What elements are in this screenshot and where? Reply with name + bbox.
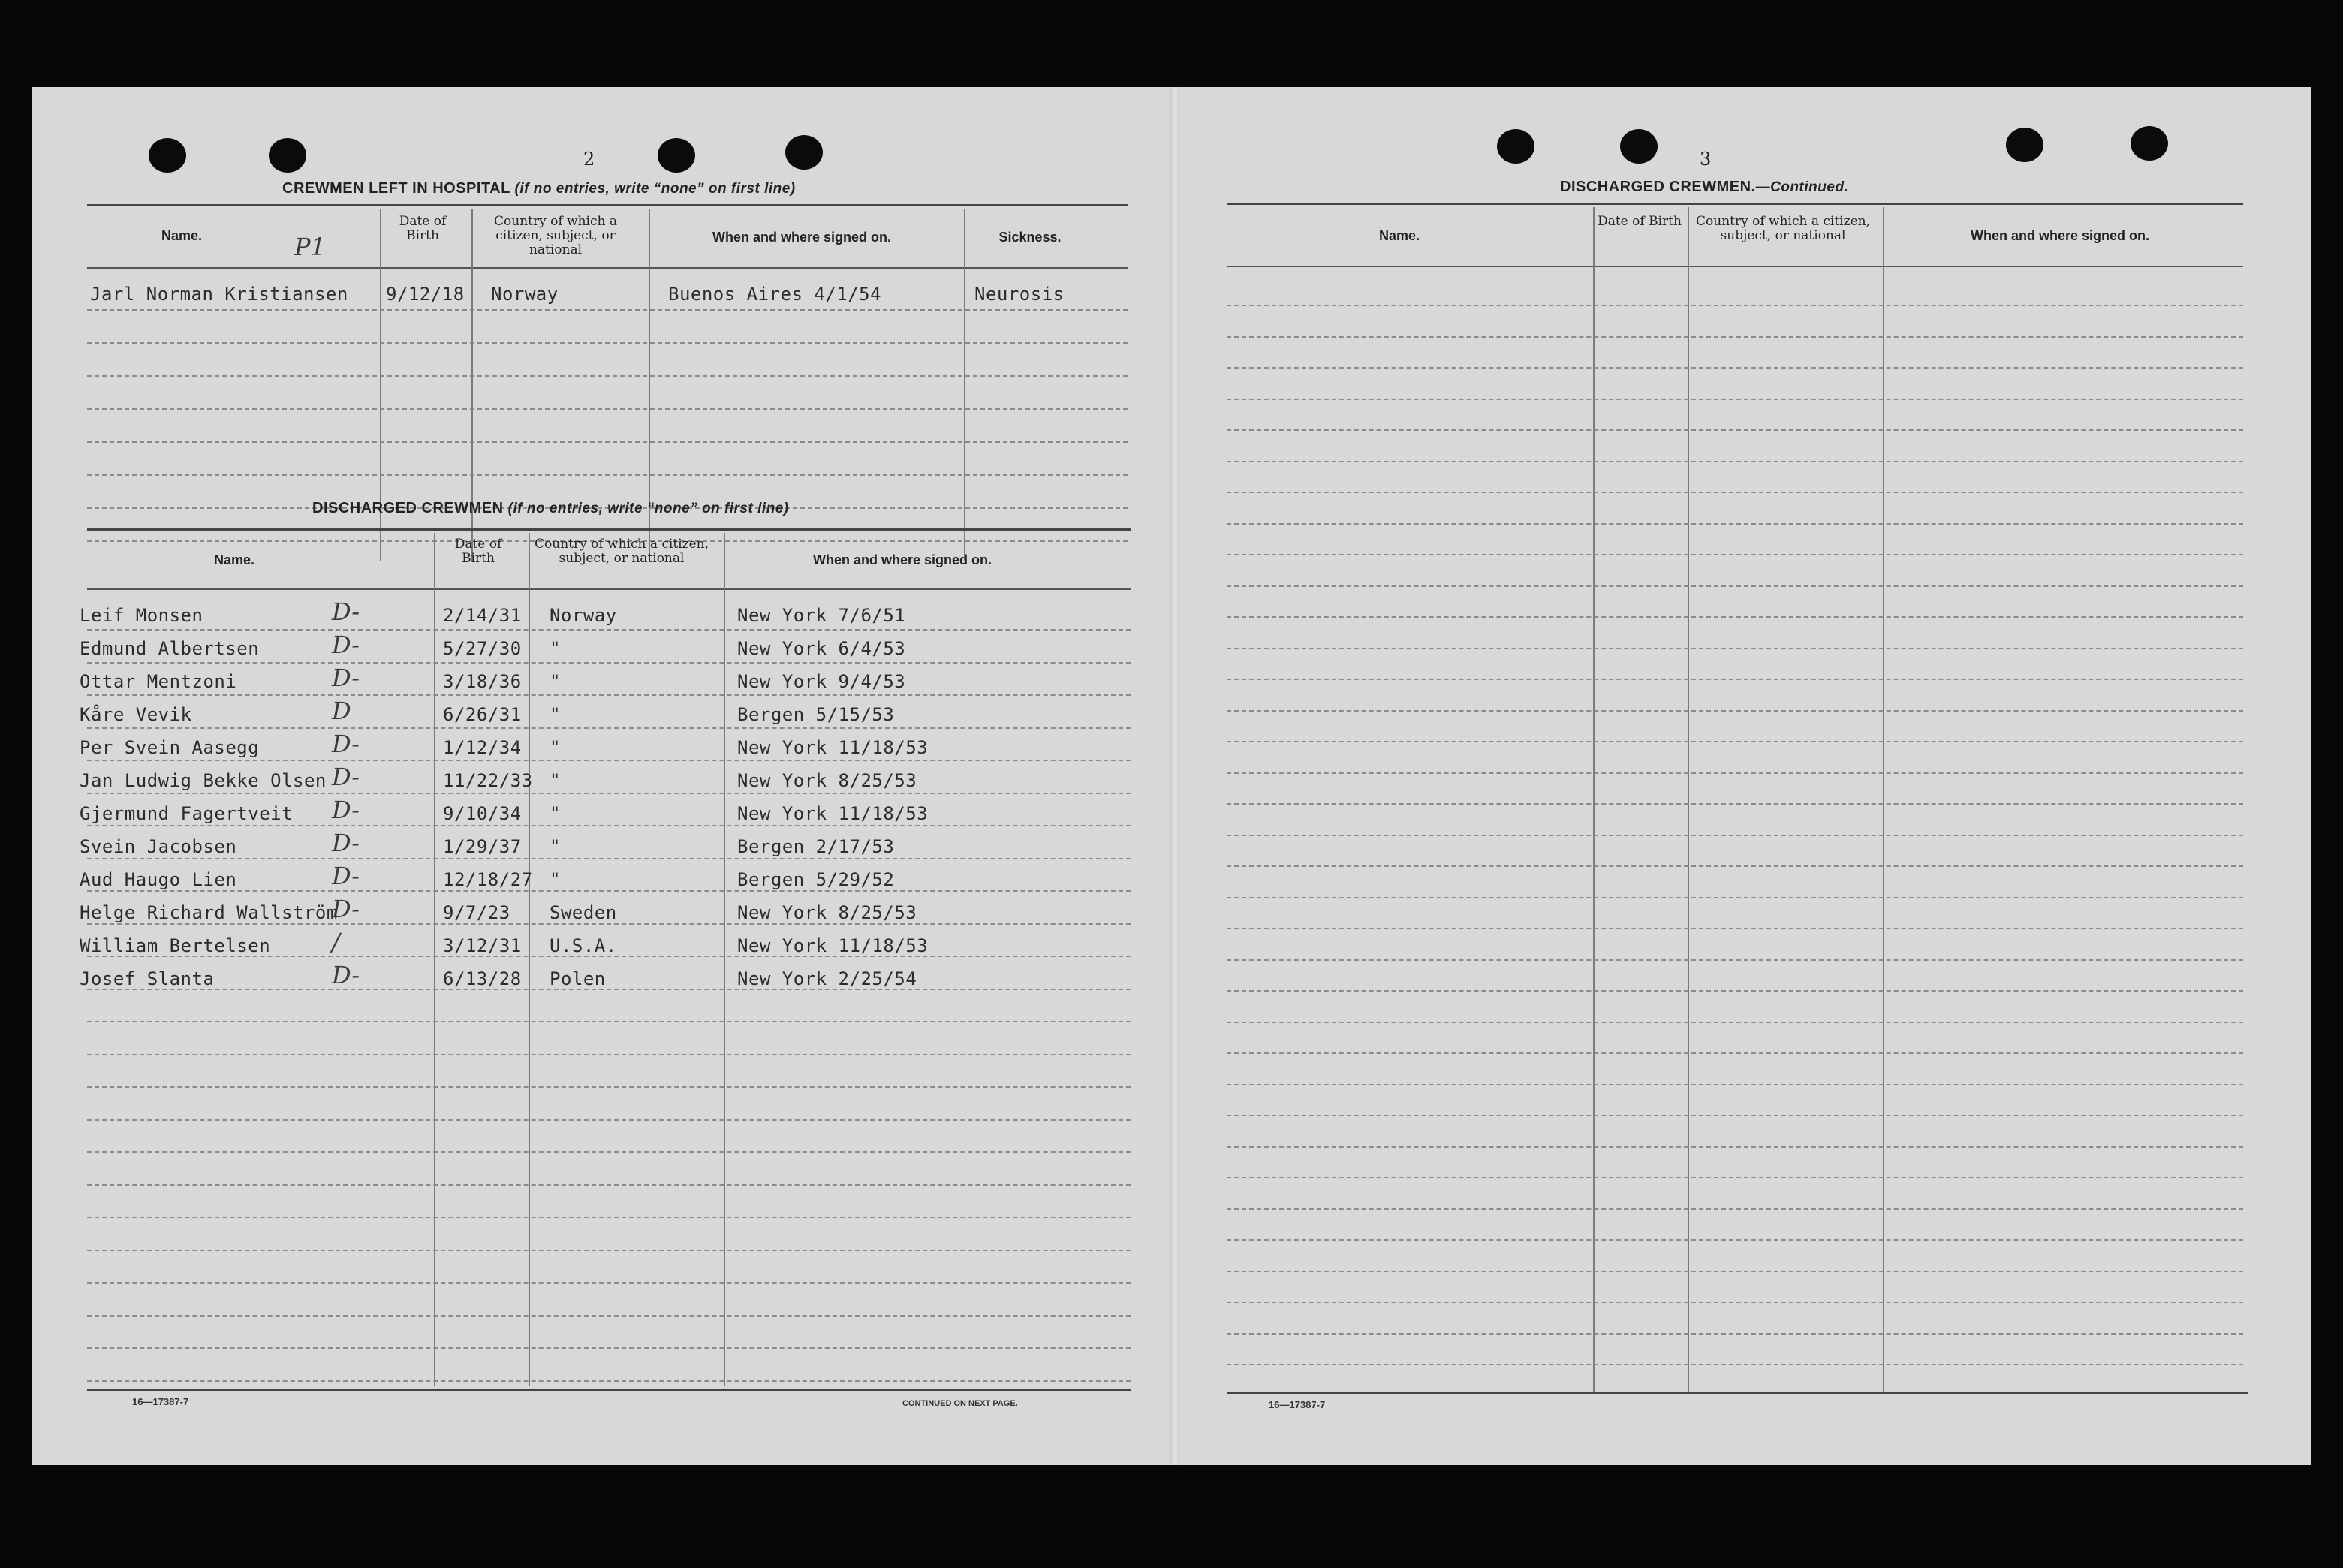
entry-line xyxy=(1227,616,2243,618)
entry-line xyxy=(87,1054,1131,1055)
left-page xyxy=(32,87,1171,1465)
hospital-title-text: CREWMEN LEFT IN HOSPITAL xyxy=(282,180,510,197)
discharged-dob: 6/26/31 xyxy=(443,704,522,725)
entry-line xyxy=(87,1184,1131,1186)
rule xyxy=(87,588,1131,590)
discharged-mark: D- xyxy=(332,862,360,890)
right-header-signed: When and where signed on. xyxy=(1970,228,2150,243)
header-name: Name. xyxy=(161,228,203,243)
entry-line xyxy=(87,825,1131,826)
entry-line xyxy=(1227,990,2243,992)
entry-line xyxy=(1227,399,2243,400)
discharged-country: " xyxy=(550,869,561,890)
rule xyxy=(87,267,1128,269)
entry-line xyxy=(87,1347,1131,1349)
entry-line xyxy=(1227,897,2243,898)
discharged-signed: New York 8/25/53 xyxy=(737,902,917,923)
hospital-dob: 9/12/18 xyxy=(386,284,465,305)
entry-line xyxy=(87,890,1131,892)
discharged-mark: D- xyxy=(332,796,360,824)
entry-line xyxy=(87,1315,1131,1317)
hospital-signed: Buenos Aires 4/1/54 xyxy=(668,284,882,305)
discharged-name: William Bertelsen xyxy=(80,935,271,956)
punch-hole xyxy=(149,138,186,173)
entry-line xyxy=(1227,1302,2243,1303)
column-divider xyxy=(529,533,530,1386)
column-divider xyxy=(724,533,725,1386)
punch-hole xyxy=(269,138,306,173)
page-fold xyxy=(1170,87,1180,1465)
page-number: 3 xyxy=(1700,149,1712,170)
header-dob: Date of Birth xyxy=(399,214,447,243)
rule xyxy=(1227,203,2243,205)
discharged-mark: D- xyxy=(332,597,360,626)
punch-hole xyxy=(2006,128,2043,162)
discharged-mark: D- xyxy=(332,763,360,791)
discharged-dob: 3/18/36 xyxy=(443,671,522,692)
discharged-country: " xyxy=(550,803,561,824)
entry-line xyxy=(87,1151,1131,1153)
entry-line xyxy=(87,342,1128,344)
entry-line xyxy=(1227,741,2243,742)
discharged-title-text: DISCHARGED CREWMEN xyxy=(312,500,504,516)
discharged-dob: 1/12/34 xyxy=(443,737,522,758)
continued-note: CONTINUED ON NEXT PAGE. xyxy=(902,1399,1018,1408)
page-number: 2 xyxy=(583,149,595,170)
entry-line xyxy=(87,760,1131,761)
discharged-mark: D- xyxy=(332,961,360,989)
discharged-mark: D- xyxy=(332,631,360,659)
discharged-name: Kåre Vevik xyxy=(80,704,192,725)
discharged-mark: D- xyxy=(332,664,360,692)
entry-line xyxy=(1227,305,2243,306)
discharged-signed: Bergen 2/17/53 xyxy=(737,836,895,857)
rule xyxy=(87,1389,1131,1391)
entry-line xyxy=(1227,1239,2243,1241)
entry-line xyxy=(87,629,1131,631)
discharged-dob: 9/10/34 xyxy=(443,803,522,824)
right-header-country: Country of which a citizen, subject, or national xyxy=(1696,214,1870,243)
discharged-signed: New York 6/4/53 xyxy=(737,638,906,659)
form-number: 16—17387-7 xyxy=(132,1396,189,1407)
discharged-name: Helge Richard Wallström xyxy=(80,902,338,923)
discharged-dob: 6/13/28 xyxy=(443,968,522,989)
entry-line xyxy=(1227,803,2243,805)
discharged-country: " xyxy=(550,638,561,659)
discharged-country: Polen xyxy=(550,968,606,989)
discharged-signed: New York 7/6/51 xyxy=(737,605,906,626)
handwritten-note: P1 xyxy=(294,233,326,261)
discharged-dob: 5/27/30 xyxy=(443,638,522,659)
discharged-name: Svein Jacobsen xyxy=(80,836,237,857)
rule xyxy=(87,528,1131,531)
discharged-dob: 3/12/31 xyxy=(443,935,522,956)
header-sickness: Sickness. xyxy=(998,230,1062,245)
hospital-country: Norway xyxy=(491,284,559,305)
discharged-signed: New York 11/18/53 xyxy=(737,935,929,956)
right-header-name: Name. xyxy=(1378,228,1420,243)
right-title-text: DISCHARGED CREWMEN. xyxy=(1560,179,1756,195)
discharged-mark: D- xyxy=(332,829,360,857)
discharged-signed: New York 8/25/53 xyxy=(737,770,917,791)
right-page xyxy=(1182,87,2311,1465)
discharged-header-dob: Date of Birth xyxy=(454,537,502,566)
entry-line xyxy=(87,1282,1131,1284)
discharged-name: Ottar Mentzoni xyxy=(80,671,237,692)
right-section-title xyxy=(1560,179,1848,196)
entry-line xyxy=(1227,1271,2243,1272)
entry-line xyxy=(87,989,1131,990)
discharged-dob: 2/14/31 xyxy=(443,605,522,626)
entry-line xyxy=(1227,1177,2243,1178)
entry-line xyxy=(1227,367,2243,369)
form-number: 16—17387-7 xyxy=(1269,1399,1326,1410)
discharged-mark: D- xyxy=(332,730,360,758)
entry-line xyxy=(1227,865,2243,867)
rule xyxy=(1227,266,2243,267)
entry-line xyxy=(1227,554,2243,555)
discharged-signed: New York 2/25/54 xyxy=(737,968,917,989)
entry-line xyxy=(87,727,1131,729)
discharged-mark: D- xyxy=(332,895,360,923)
discharged-dob: 11/22/33 xyxy=(443,770,533,791)
discharged-country: Sweden xyxy=(550,902,617,923)
discharged-header-name: Name. xyxy=(213,552,255,567)
entry-line xyxy=(1227,1208,2243,1210)
punch-hole xyxy=(1620,129,1658,164)
right-header-dob: Date of Birth xyxy=(1598,214,1682,229)
entry-line xyxy=(87,1119,1131,1121)
discharged-country: " xyxy=(550,836,561,857)
rule xyxy=(1227,1392,2248,1394)
discharged-country: Norway xyxy=(550,605,617,626)
discharged-country: " xyxy=(550,704,561,725)
rule xyxy=(87,204,1128,206)
entry-line xyxy=(1227,1146,2243,1148)
discharged-instruction: (if no entries, write “none” on first line) xyxy=(507,501,789,516)
discharged-signed: New York 11/18/53 xyxy=(737,737,929,758)
discharged-name: Per Svein Aasegg xyxy=(80,737,260,758)
entry-line xyxy=(1227,1115,2243,1116)
discharged-name: Aud Haugo Lien xyxy=(80,869,237,890)
discharged-dob: 9/7/23 xyxy=(443,902,510,923)
entry-line xyxy=(87,375,1128,377)
discharged-country: U.S.A. xyxy=(550,935,617,956)
entry-line xyxy=(87,1250,1131,1251)
entry-line xyxy=(1227,928,2243,929)
entry-line xyxy=(1227,1333,2243,1335)
document-sheet xyxy=(32,87,2311,1465)
discharged-dob: 12/18/27 xyxy=(443,869,533,890)
discharged-mark: / xyxy=(332,928,340,956)
entry-line xyxy=(87,662,1131,664)
entry-line xyxy=(1227,648,2243,649)
hospital-section-title xyxy=(282,180,796,197)
entry-line xyxy=(87,1086,1131,1088)
entry-line xyxy=(87,793,1131,794)
discharged-signed: New York 9/4/53 xyxy=(737,671,906,692)
column-divider xyxy=(1593,207,1595,1393)
discharged-signed: Bergen 5/15/53 xyxy=(737,704,895,725)
discharged-country: " xyxy=(550,671,561,692)
discharged-signed: Bergen 5/29/52 xyxy=(737,869,895,890)
discharged-section-title xyxy=(312,500,789,517)
entry-line xyxy=(87,1021,1131,1022)
entry-line xyxy=(87,923,1131,925)
entry-line xyxy=(87,408,1128,410)
entry-line xyxy=(87,309,1128,311)
entry-line xyxy=(1227,429,2243,431)
entry-line xyxy=(1227,585,2243,587)
column-divider xyxy=(1883,207,1884,1393)
punch-hole xyxy=(1497,129,1534,164)
discharged-name: Edmund Albertsen xyxy=(80,638,260,659)
hospital-name: Jarl Norman Kristiansen xyxy=(90,284,348,305)
column-divider xyxy=(1688,207,1689,1393)
discharged-header-signed: When and where signed on. xyxy=(812,552,992,567)
entry-line xyxy=(1227,959,2243,961)
punch-hole xyxy=(785,135,823,170)
entry-line xyxy=(1227,1052,2243,1054)
discharged-name: Josef Slanta xyxy=(80,968,215,989)
entry-line xyxy=(87,474,1128,476)
hospital-sickness: Neurosis xyxy=(974,284,1065,305)
entry-line xyxy=(1227,835,2243,836)
right-title-suffix: —Continued. xyxy=(1755,179,1849,195)
entry-line xyxy=(87,1380,1131,1382)
entry-line xyxy=(1227,461,2243,462)
entry-line xyxy=(1227,1364,2243,1365)
entry-line xyxy=(1227,523,2243,525)
entry-line xyxy=(1227,679,2243,680)
discharged-country: " xyxy=(550,770,561,791)
punch-hole xyxy=(2131,126,2168,161)
discharged-name: Jan Ludwig Bekke Olsen xyxy=(80,770,327,791)
entry-line xyxy=(1227,772,2243,774)
discharged-dob: 1/29/37 xyxy=(443,836,522,857)
entry-line xyxy=(1227,1084,2243,1085)
entry-line xyxy=(87,956,1131,957)
header-country: Country of which a citizen, subject, or national xyxy=(494,214,617,257)
entry-line xyxy=(87,441,1128,443)
discharged-name: Leif Monsen xyxy=(80,605,203,626)
discharged-signed: New York 11/18/53 xyxy=(737,803,929,824)
punch-hole xyxy=(658,138,695,173)
entry-line xyxy=(87,858,1131,859)
discharged-mark: D xyxy=(332,697,351,725)
column-divider xyxy=(434,533,435,1386)
entry-line xyxy=(1227,336,2243,338)
entry-line xyxy=(87,694,1131,696)
entry-line xyxy=(1227,1022,2243,1023)
hospital-instruction: (if no entries, write “none” on first line) xyxy=(514,181,796,197)
discharged-country: " xyxy=(550,737,561,758)
entry-line xyxy=(1227,492,2243,493)
discharged-name: Gjermund Fagertveit xyxy=(80,803,294,824)
entry-line xyxy=(87,1217,1131,1218)
discharged-header-country: Country of which a citizen, subject, or national xyxy=(535,537,709,566)
entry-line xyxy=(1227,710,2243,712)
header-signed: When and where signed on. xyxy=(712,230,892,245)
